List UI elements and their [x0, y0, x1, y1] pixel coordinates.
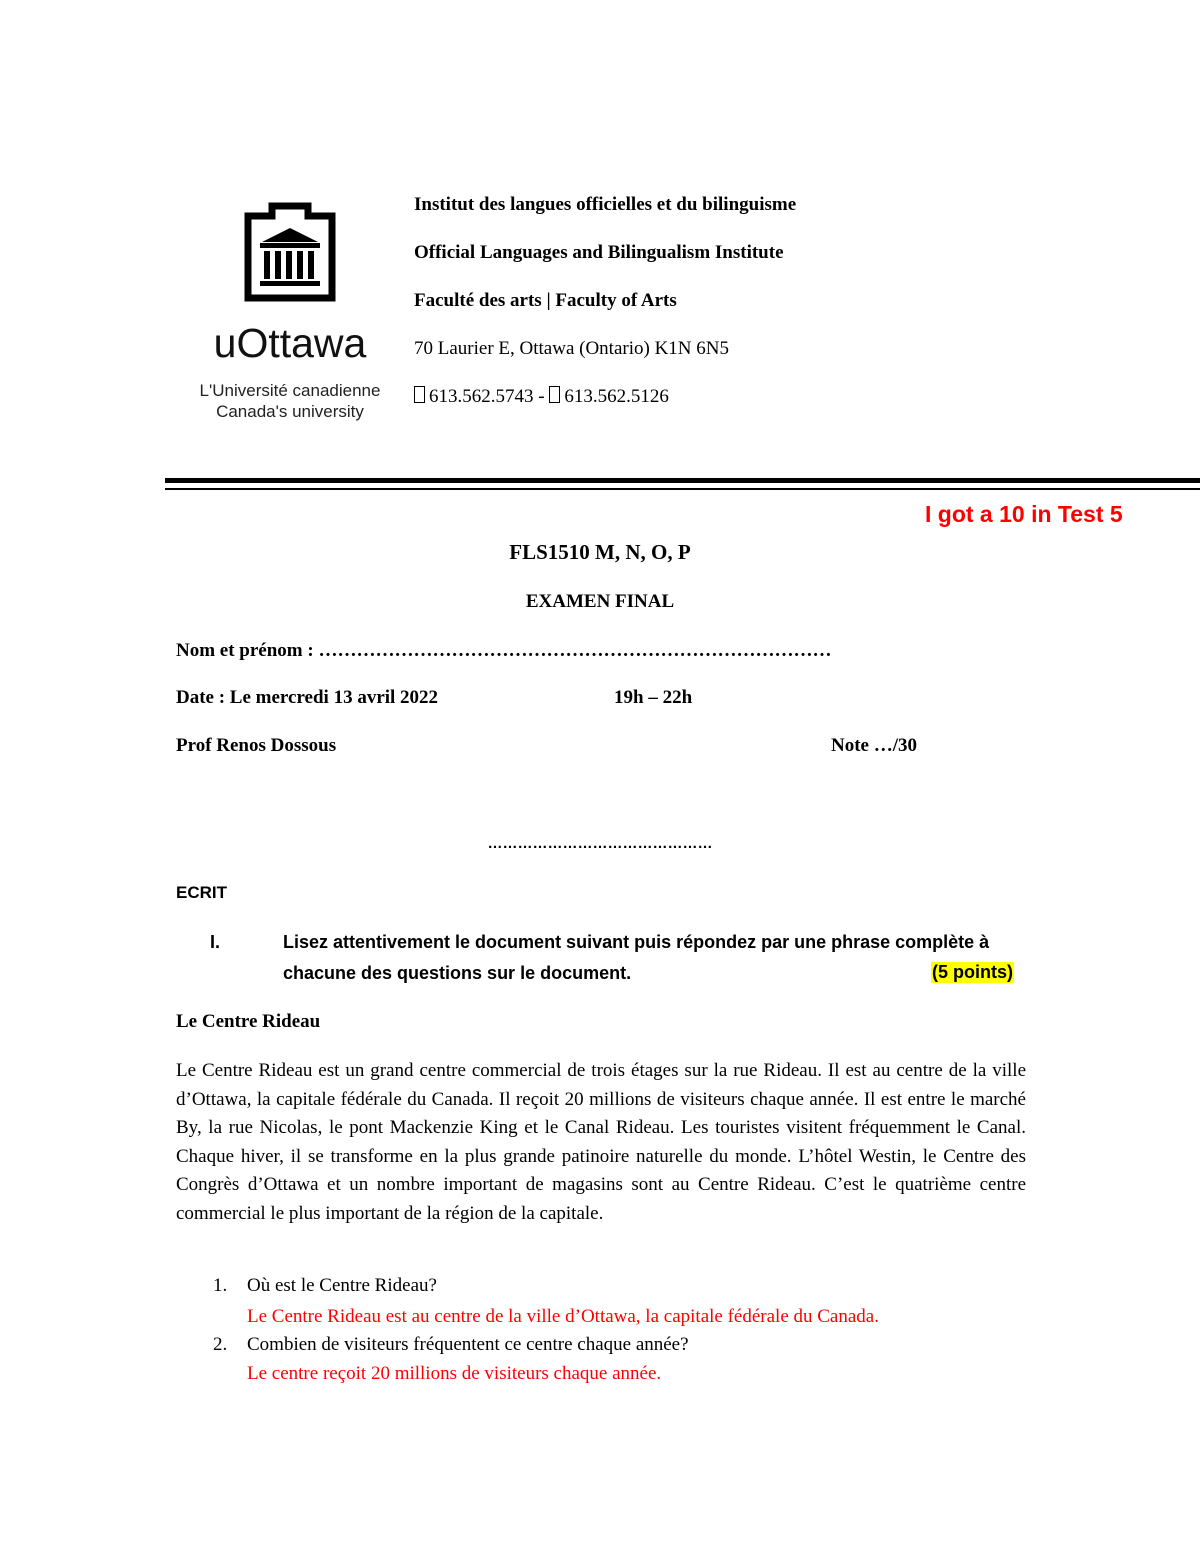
question-1-text: Où est le Centre Rideau? [247, 1275, 437, 1296]
contact-separator: - [538, 386, 545, 407]
header-rule-thick [165, 478, 1200, 483]
fax-icon [549, 386, 560, 403]
handwritten-note: I got a 10 in Test 5 [925, 501, 1123, 527]
exam-date: Date : Le mercredi 13 avril 2022 [176, 687, 439, 708]
document-paragraph: Le Centre Rideau est un grand centre commercial de trois étages sur la rue Rideau. Il est au centre de la ville d’Ottawa, la capitale fédérale du Canada. Il reçoit 20 millions de visiteurs chaque année. Il est entre le marché By, la rue Nicolas, le pont Mackenzie King et le Canal Rideau. Les touristes visitent fréquemment le Canal. Chaque hiver, il se transforme en la plus grande patinoire naturelle du monde. L’hôtel Westin, le Centre des Congrès d’Ottawa et un nombre important de magasins sont au Centre Rideau. C’est le quatrième centre commercial le plus important de la région de la capitale. [176, 1060, 1026, 1224]
points-badge: (5 points) [932, 962, 1013, 982]
building-icon [190, 198, 390, 308]
section-heading: ECRIT [176, 883, 227, 902]
separator-dots: ……………………………………… [487, 835, 713, 852]
logo-wordmark: uOttawa [213, 320, 367, 366]
instruction-line-1: Lisez attentivement le document suivant puis répondez par une phrase complète à [283, 932, 990, 952]
phone-number: 613.562.5743 [429, 386, 534, 407]
exam-title: EXAMEN FINAL [525, 591, 675, 612]
section-number: I. [210, 932, 221, 952]
question-2-number: 2. [213, 1334, 228, 1355]
header-rule-thin [165, 488, 1200, 490]
university-logo [190, 198, 390, 421]
fax-number: 613.562.5126 [564, 386, 669, 407]
course-code: FLS1510 M, N, O, P [509, 540, 691, 564]
document-title: Le Centre Rideau [176, 1011, 321, 1032]
instruction-line-2: chacune des questions sur le document. [283, 963, 632, 983]
professor-name: Prof Renos Dossous [176, 735, 337, 756]
grade-label: Note …/30 [831, 735, 918, 756]
faculty: Faculté des arts | Faculty of Arts [414, 290, 677, 311]
logo-tagline-fr: L'Université canadienne [199, 381, 381, 400]
logo-tagline-en: Canada's university [216, 402, 364, 421]
question-1-number: 1. [213, 1275, 228, 1296]
answer-2-text: Le centre reçoit 20 millions de visiteurs chaque année. [247, 1363, 662, 1384]
contact-line [414, 386, 669, 408]
phone-icon [414, 386, 425, 403]
institute-fr: Institut des langues officielles et du bilinguisme [414, 194, 797, 215]
exam-time: 19h – 22h [614, 687, 693, 708]
name-field-label: Nom et prénom : ……………………………………………………………………… [176, 640, 832, 661]
address: 70 Laurier E, Ottawa (Ontario) K1N 6N5 [414, 338, 729, 359]
answer-1-text: Le Centre Rideau est au centre de la ville d’Ottawa, la capitale fédérale du Canada. [247, 1306, 879, 1327]
question-2-text: Combien de visiteurs fréquentent ce centre chaque année? [247, 1334, 689, 1355]
institute-en: Official Languages and Bilingualism Institute [414, 242, 784, 263]
